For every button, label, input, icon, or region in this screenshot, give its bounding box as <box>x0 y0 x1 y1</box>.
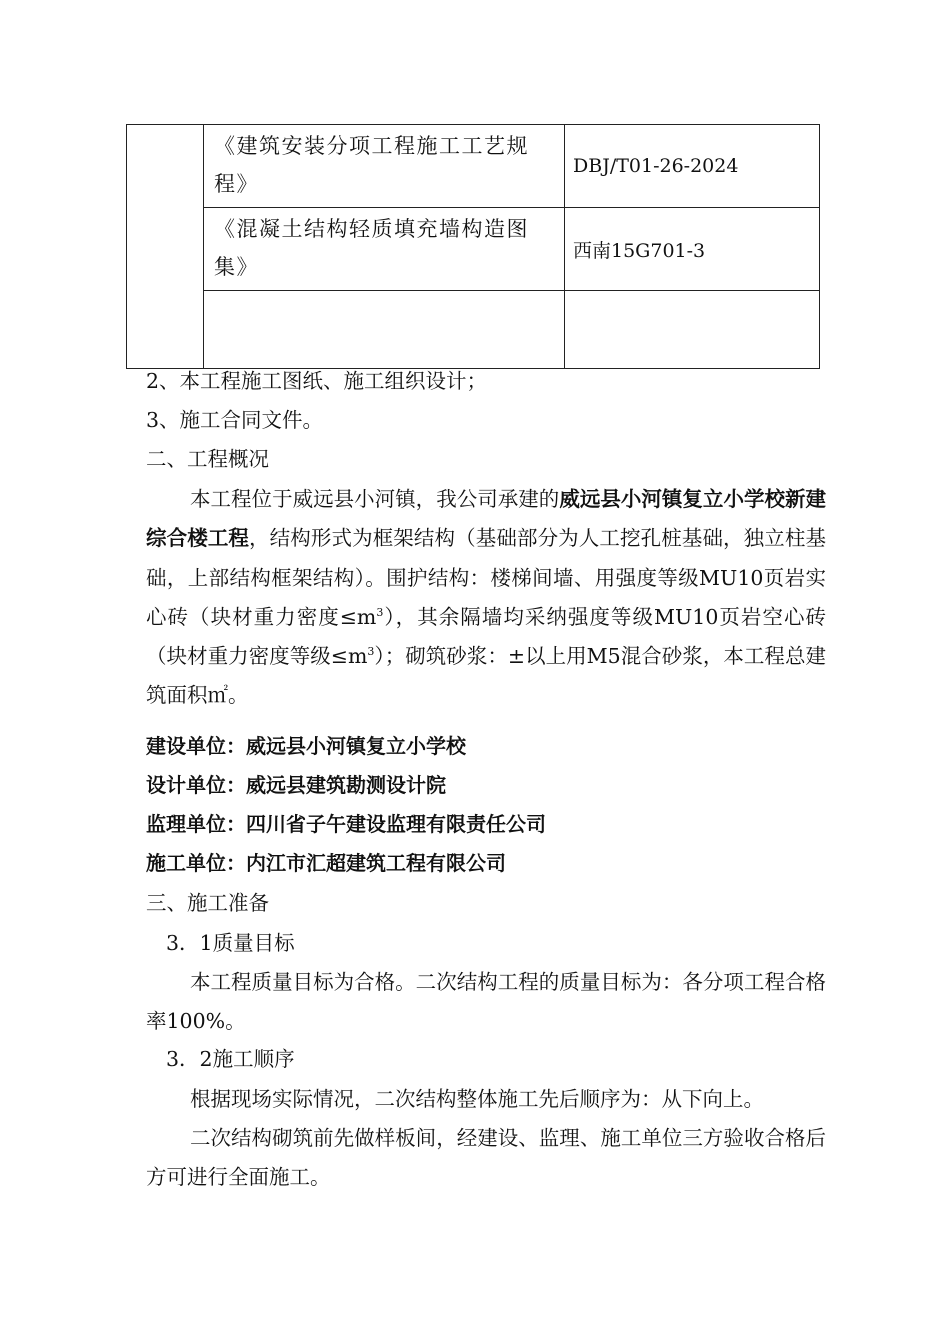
order-paragraph-1: 根据现场实际情况，二次结构整体施工先后顺序为：从下向上。 <box>190 1087 764 1111</box>
design-unit: 设计单位：威远县建筑勘测设计院 <box>146 773 446 797</box>
subsection-quality-title: 3．1质量目标 <box>166 931 295 955</box>
table-row <box>127 125 820 208</box>
basis-item-3: 3、施工合同文件。 <box>146 408 324 432</box>
table-row <box>127 208 820 291</box>
standard-title-cell <box>204 291 565 369</box>
standard-code-cell: 西南15G701-3 <box>565 208 820 291</box>
basis-item-2: 2、本工程施工图纸、施工组织设计； <box>146 369 488 393</box>
overview-paragraph: 本工程位于威远县小河镇，我公司承建的威远县小河镇复立小学校新建综合楼工程，结构形式为框架结构（基础部分为人工挖孔桩基础，独立柱基础，上部结构框架结构）。围护结构：楼梯间墙、用强度等级MU10页岩实心砖（块材重力密度$\le m^3$），其余隔墙均采纳强度等级MU10页岩空心砖（块材重力密度等级$\le m^3$）；砌筑砂浆：±以上用M5混合砂浆，本工程总建筑面积㎡。 <box>146 487 827 708</box>
standard-title-cell: 《混凝土结构轻质填充墙构造图集》 <box>204 208 565 291</box>
section-heading-preparation: 三、施工准备 <box>146 891 269 915</box>
order-paragraph-2: 二次结构砌筑前先做样板间，经建设、监理、施工单位三方验收合格后方可进行全面施工。 <box>146 1126 826 1190</box>
table-left-cell <box>127 125 204 369</box>
construction-unit: 施工单位：内江市汇超建筑工程有限公司 <box>146 851 506 875</box>
section-heading-overview: 二、工程概况 <box>146 447 269 471</box>
supervision-unit: 监理单位：四川省子午建设监理有限责任公司 <box>146 812 546 836</box>
standard-title-cell: 《建筑安装分项工程施工工艺规程》 <box>204 125 565 208</box>
standard-code-cell: DBJ/T01-26-2024 <box>565 125 820 208</box>
owner-unit: 建设单位：威远县小河镇复立小学校 <box>146 734 466 758</box>
table-row <box>127 291 820 369</box>
standards-table <box>126 124 820 369</box>
quality-paragraph: 本工程质量目标为合格。二次结构工程的质量目标为：各分项工程合格率100%。 <box>146 970 826 1034</box>
subsection-order-title: 3．2施工顺序 <box>166 1047 295 1071</box>
project-name: 威远县小河镇复立小学校新建综合楼工程 <box>146 487 827 551</box>
standard-code-cell <box>565 291 820 369</box>
